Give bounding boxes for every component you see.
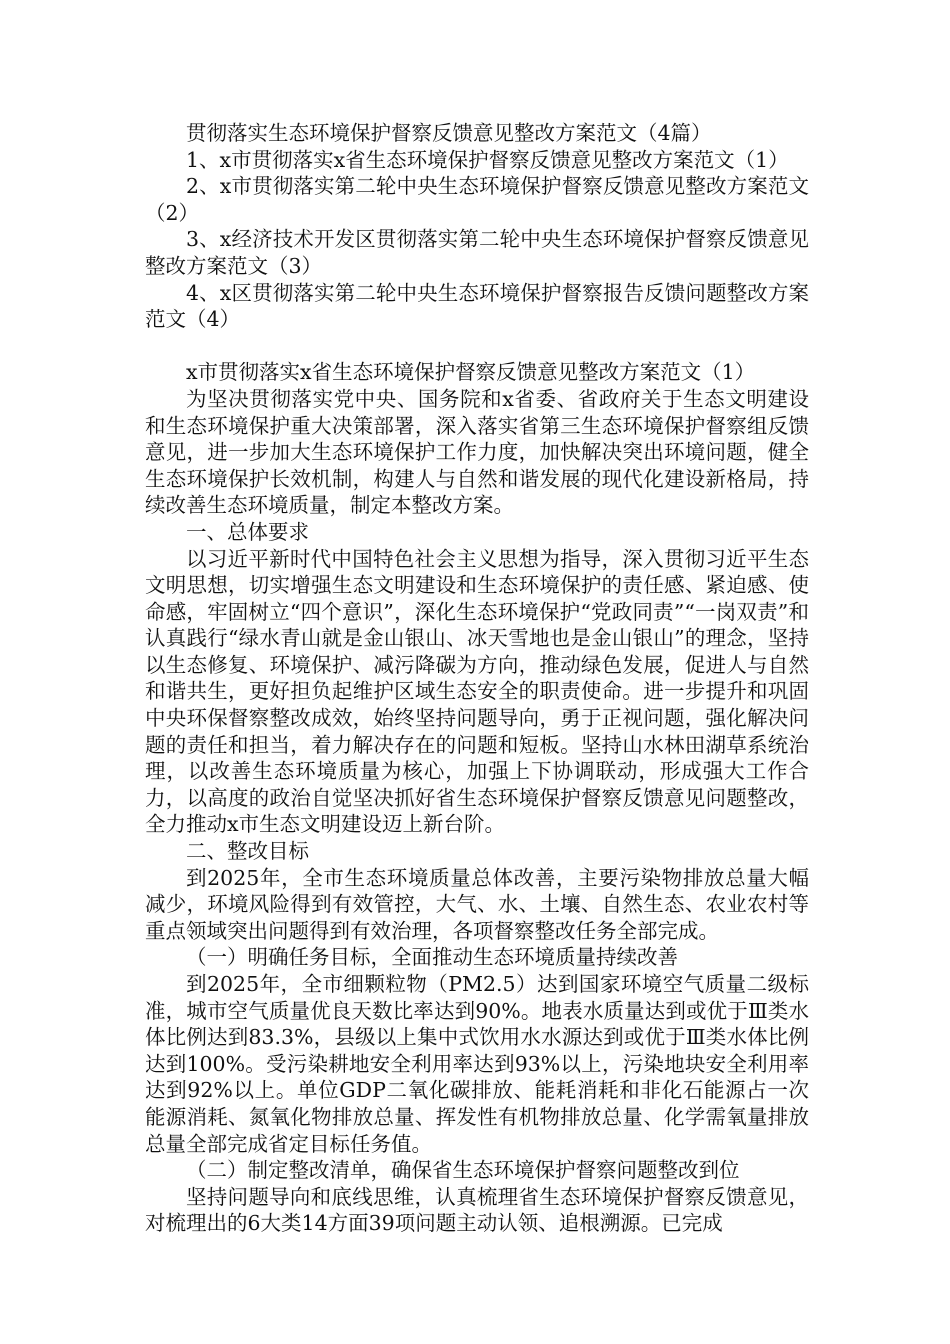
- toc-item-4: 4、x区贯彻落实第二轮中央生态环境保护督察报告反馈问题整改方案范文（4）: [145, 280, 809, 332]
- section-heading-rectification-goals: 二、整改目标: [186, 839, 309, 864]
- section-paragraph-rectification-goals: 到2025年，全市生态环境质量总体改善，主要污染物排放总量大幅减少，环境风险得到有效管控，大气、水、土壤、自然生态、农业农村等重点领域突出问题得到有效治理，各项督察整改任务全部完成。: [145, 865, 809, 943]
- intro-paragraph: 为坚决贯彻落实党中央、国务院和x省委、省政府关于生态文明建设和生态环境保护重大决策部署，深入落实省第三生态环境保护督察组反馈意见，进一步加大生态环境保护工作力度，加快解决突出环境问题，健全生态环境保护长效机制，构建人与自然和谐发展的现代化建设新格局，持续改善生态环境质量，制定本整改方案。: [145, 386, 809, 518]
- toc-item-2: 2、x市贯彻落实第二轮中央生态环境保护督察反馈意见整改方案范文（2）: [145, 174, 809, 225]
- section-paragraph-general-requirements: 以习近平新时代中国特色社会主义思想为指导，深入贯彻习近平生态文明思想，切实增强生态文明建设和生态环境保护的责任感、紧迫感、使命感，牢固树立“四个意识”，深化生态环境保护“党政同责”“一岗双责”和认真践行“绿水青山就是金山银山、冰天雪地也是金山银山”的理念，坚持以生态修复、环境保护、减污降碳为方向，推动绿色发展，促进人与自然和谐共生，更好担负起维护区域生态安全的职责使命。进一步提升和巩固中央环保督察整改成效，始终坚持问题导向，勇于正视问题，强化解决问题的责任和担当，着力解决存在的问题和短板。坚持山水林田湖草系统治理，以改善生态环境质量为核心，加强上下协调联动，形成强大工作合力，以高度的政治自觉坚决抓好省生态环境保护督察反馈意见问题整改，全力推动x市生态文明建设迈上新台阶。: [145, 546, 809, 837]
- toc-item-3: 3、x经济技术开发区贯彻落实第二轮中央生态环境保护督察反馈意见整改方案范文（3）: [145, 227, 809, 278]
- subsection-paragraph-task-goals: 到2025年，全市细颗粒物（PM2.5）达到国家环境空气质量二级标准，城市空气质量优良天数比率达到90%。地表水质量达到或优于Ⅲ类水体比例达到83.3%，县级以上集中式饮用水水源达到或优于Ⅲ类水体比例达到100%。受污染耕地安全利用率达到93%以上，污染地块安全利用率达到92%以上。单位GDP二氧化碳排放、能耗消耗和非化石能源占一次能源消耗、氮氧化物排放总量、挥发性有机物排放总量、化学需氧量排放总量全部完成省定目标任务值。: [145, 972, 809, 1156]
- document-title: 贯彻落实生态环境保护督察反馈意见整改方案范文（4篇）: [186, 121, 712, 145]
- subsection-paragraph-rectification-list: 坚持问题导向和底线思维，认真梳理省生态环境保护督察反馈意见，对梳理出的6大类14方面39项问题主动认领、追根溯源。已完成: [145, 1184, 809, 1236]
- article-title: x市贯彻落实x省生态环境保护督察反馈意见整改方案范文（1）: [186, 360, 756, 385]
- subsection-heading-rectification-list: （二）制定整改清单，确保省生态环境保护督察问题整改到位: [186, 1158, 740, 1183]
- blank-line: [145, 333, 809, 360]
- section-heading-general-requirements: 一、总体要求: [186, 519, 309, 544]
- subsection-heading-task-goals: （一）明确任务目标，全面推动生态环境质量持续改善: [186, 945, 678, 970]
- toc-item-1: 1、x市贯彻落实x省生态环境保护督察反馈意见整改方案范文（1）: [186, 147, 789, 172]
- document-body: [145, 120, 809, 1237]
